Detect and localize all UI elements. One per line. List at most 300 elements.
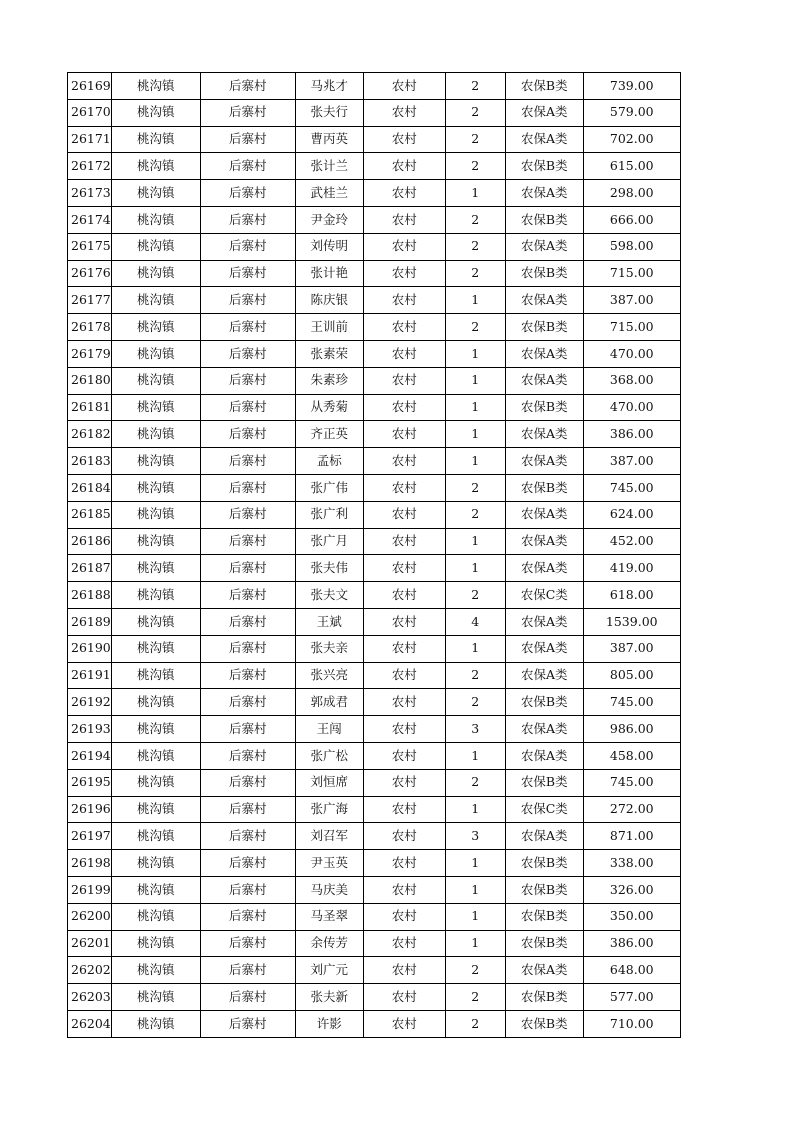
amount-cell: 387.00 xyxy=(583,635,680,662)
village-cell: 后寨村 xyxy=(200,635,295,662)
table-row xyxy=(68,126,681,153)
amount-cell: 745.00 xyxy=(583,474,680,501)
amount-cell: 710.00 xyxy=(583,1010,680,1037)
area-type-cell: 农村 xyxy=(363,689,445,716)
area-type-cell: 农村 xyxy=(363,314,445,341)
household-count-cell: 2 xyxy=(445,1010,505,1037)
record-id-cell: 26187 xyxy=(68,555,112,582)
name-cell: 齐正英 xyxy=(295,421,363,448)
table-row xyxy=(68,930,681,957)
name-cell: 余传芳 xyxy=(295,930,363,957)
table-row xyxy=(68,555,681,582)
amount-cell: 387.00 xyxy=(583,448,680,475)
amount-cell: 350.00 xyxy=(583,903,680,930)
name-cell: 刘恒席 xyxy=(295,769,363,796)
category-cell: 农保B类 xyxy=(505,903,583,930)
name-cell: 张计艳 xyxy=(295,260,363,287)
table-row xyxy=(68,528,681,555)
town-cell: 桃沟镇 xyxy=(111,582,200,609)
record-id-cell: 26175 xyxy=(68,233,112,260)
household-count-cell: 1 xyxy=(445,340,505,367)
record-id-cell: 26195 xyxy=(68,769,112,796)
town-cell: 桃沟镇 xyxy=(111,501,200,528)
area-type-cell: 农村 xyxy=(363,126,445,153)
village-cell: 后寨村 xyxy=(200,823,295,850)
category-cell: 农保C类 xyxy=(505,582,583,609)
household-count-cell: 1 xyxy=(445,742,505,769)
town-cell: 桃沟镇 xyxy=(111,796,200,823)
area-type-cell: 农村 xyxy=(363,367,445,394)
table-row xyxy=(68,742,681,769)
table-row xyxy=(68,180,681,207)
category-cell: 农保B类 xyxy=(505,474,583,501)
name-cell: 张兴亮 xyxy=(295,662,363,689)
amount-cell: 387.00 xyxy=(583,287,680,314)
household-count-cell: 3 xyxy=(445,716,505,743)
category-cell: 农保B类 xyxy=(505,850,583,877)
area-type-cell: 农村 xyxy=(363,421,445,448)
household-count-cell: 1 xyxy=(445,448,505,475)
table-row xyxy=(68,608,681,635)
amount-cell: 745.00 xyxy=(583,689,680,716)
name-cell: 马兆才 xyxy=(295,73,363,100)
village-cell: 后寨村 xyxy=(200,474,295,501)
name-cell: 张广月 xyxy=(295,528,363,555)
area-type-cell: 农村 xyxy=(363,501,445,528)
village-cell: 后寨村 xyxy=(200,689,295,716)
amount-cell: 666.00 xyxy=(583,206,680,233)
area-type-cell: 农村 xyxy=(363,823,445,850)
village-cell: 后寨村 xyxy=(200,421,295,448)
town-cell: 桃沟镇 xyxy=(111,957,200,984)
record-id-cell: 26202 xyxy=(68,957,112,984)
village-cell: 后寨村 xyxy=(200,260,295,287)
name-cell: 尹玉英 xyxy=(295,850,363,877)
category-cell: 农保A类 xyxy=(505,957,583,984)
record-id-cell: 26188 xyxy=(68,582,112,609)
area-type-cell: 农村 xyxy=(363,99,445,126)
record-id-cell: 26181 xyxy=(68,394,112,421)
table-row xyxy=(68,1010,681,1037)
category-cell: 农保B类 xyxy=(505,930,583,957)
name-cell: 朱素珍 xyxy=(295,367,363,394)
amount-cell: 470.00 xyxy=(583,340,680,367)
area-type-cell: 农村 xyxy=(363,233,445,260)
village-cell: 后寨村 xyxy=(200,126,295,153)
table-row xyxy=(68,769,681,796)
table-row xyxy=(68,957,681,984)
record-id-cell: 26180 xyxy=(68,367,112,394)
amount-cell: 739.00 xyxy=(583,73,680,100)
record-id-cell: 26174 xyxy=(68,206,112,233)
town-cell: 桃沟镇 xyxy=(111,260,200,287)
amount-cell: 338.00 xyxy=(583,850,680,877)
household-count-cell: 4 xyxy=(445,608,505,635)
category-cell: 农保B类 xyxy=(505,394,583,421)
household-count-cell: 2 xyxy=(445,984,505,1011)
area-type-cell: 农村 xyxy=(363,742,445,769)
area-type-cell: 农村 xyxy=(363,1010,445,1037)
village-cell: 后寨村 xyxy=(200,555,295,582)
area-type-cell: 农村 xyxy=(363,287,445,314)
village-cell: 后寨村 xyxy=(200,448,295,475)
name-cell: 刘召军 xyxy=(295,823,363,850)
household-count-cell: 2 xyxy=(445,501,505,528)
category-cell: 农保A类 xyxy=(505,501,583,528)
category-cell: 农保B类 xyxy=(505,984,583,1011)
household-count-cell: 1 xyxy=(445,367,505,394)
table-row xyxy=(68,662,681,689)
town-cell: 桃沟镇 xyxy=(111,126,200,153)
name-cell: 张夫亲 xyxy=(295,635,363,662)
town-cell: 桃沟镇 xyxy=(111,180,200,207)
area-type-cell: 农村 xyxy=(363,474,445,501)
area-type-cell: 农村 xyxy=(363,394,445,421)
table-row xyxy=(68,984,681,1011)
town-cell: 桃沟镇 xyxy=(111,903,200,930)
amount-cell: 648.00 xyxy=(583,957,680,984)
name-cell: 刘广元 xyxy=(295,957,363,984)
amount-cell: 298.00 xyxy=(583,180,680,207)
village-cell: 后寨村 xyxy=(200,153,295,180)
area-type-cell: 农村 xyxy=(363,153,445,180)
village-cell: 后寨村 xyxy=(200,716,295,743)
category-cell: 农保A类 xyxy=(505,662,583,689)
name-cell: 张夫新 xyxy=(295,984,363,1011)
table-row xyxy=(68,582,681,609)
town-cell: 桃沟镇 xyxy=(111,608,200,635)
amount-cell: 272.00 xyxy=(583,796,680,823)
record-id-cell: 26172 xyxy=(68,153,112,180)
table-row xyxy=(68,823,681,850)
amount-cell: 458.00 xyxy=(583,742,680,769)
amount-cell: 745.00 xyxy=(583,769,680,796)
name-cell: 马庆美 xyxy=(295,876,363,903)
village-cell: 后寨村 xyxy=(200,73,295,100)
amount-cell: 702.00 xyxy=(583,126,680,153)
record-id-cell: 26178 xyxy=(68,314,112,341)
area-type-cell: 农村 xyxy=(363,903,445,930)
household-count-cell: 1 xyxy=(445,421,505,448)
table-row xyxy=(68,153,681,180)
name-cell: 张广松 xyxy=(295,742,363,769)
town-cell: 桃沟镇 xyxy=(111,716,200,743)
amount-cell: 598.00 xyxy=(583,233,680,260)
amount-cell: 386.00 xyxy=(583,930,680,957)
town-cell: 桃沟镇 xyxy=(111,206,200,233)
name-cell: 孟标 xyxy=(295,448,363,475)
category-cell: 农保B类 xyxy=(505,73,583,100)
amount-cell: 452.00 xyxy=(583,528,680,555)
village-cell: 后寨村 xyxy=(200,233,295,260)
record-id-cell: 26183 xyxy=(68,448,112,475)
name-cell: 陈庆银 xyxy=(295,287,363,314)
name-cell: 刘传明 xyxy=(295,233,363,260)
record-id-cell: 26184 xyxy=(68,474,112,501)
record-id-cell: 26199 xyxy=(68,876,112,903)
household-count-cell: 2 xyxy=(445,73,505,100)
household-count-cell: 1 xyxy=(445,287,505,314)
amount-cell: 470.00 xyxy=(583,394,680,421)
village-cell: 后寨村 xyxy=(200,957,295,984)
name-cell: 张夫文 xyxy=(295,582,363,609)
village-cell: 后寨村 xyxy=(200,742,295,769)
name-cell: 张夫行 xyxy=(295,99,363,126)
name-cell: 王训前 xyxy=(295,314,363,341)
town-cell: 桃沟镇 xyxy=(111,233,200,260)
table-row xyxy=(68,206,681,233)
table-row xyxy=(68,260,681,287)
village-cell: 后寨村 xyxy=(200,367,295,394)
town-cell: 桃沟镇 xyxy=(111,555,200,582)
record-id-cell: 26191 xyxy=(68,662,112,689)
household-count-cell: 2 xyxy=(445,260,505,287)
table-row xyxy=(68,903,681,930)
town-cell: 桃沟镇 xyxy=(111,850,200,877)
category-cell: 农保A类 xyxy=(505,716,583,743)
record-id-cell: 26171 xyxy=(68,126,112,153)
name-cell: 武桂兰 xyxy=(295,180,363,207)
area-type-cell: 农村 xyxy=(363,448,445,475)
record-id-cell: 26177 xyxy=(68,287,112,314)
town-cell: 桃沟镇 xyxy=(111,448,200,475)
table-row xyxy=(68,796,681,823)
town-cell: 桃沟镇 xyxy=(111,421,200,448)
town-cell: 桃沟镇 xyxy=(111,876,200,903)
record-id-cell: 26192 xyxy=(68,689,112,716)
name-cell: 张广利 xyxy=(295,501,363,528)
category-cell: 农保A类 xyxy=(505,340,583,367)
area-type-cell: 农村 xyxy=(363,876,445,903)
town-cell: 桃沟镇 xyxy=(111,314,200,341)
record-id-cell: 26185 xyxy=(68,501,112,528)
name-cell: 尹金玲 xyxy=(295,206,363,233)
area-type-cell: 农村 xyxy=(363,260,445,287)
name-cell: 张计兰 xyxy=(295,153,363,180)
record-id-cell: 26200 xyxy=(68,903,112,930)
village-cell: 后寨村 xyxy=(200,796,295,823)
village-cell: 后寨村 xyxy=(200,850,295,877)
table-row xyxy=(68,850,681,877)
category-cell: 农保A类 xyxy=(505,635,583,662)
area-type-cell: 农村 xyxy=(363,957,445,984)
table-row xyxy=(68,716,681,743)
category-cell: 农保A类 xyxy=(505,126,583,153)
category-cell: 农保A类 xyxy=(505,180,583,207)
category-cell: 农保A类 xyxy=(505,528,583,555)
amount-cell: 579.00 xyxy=(583,99,680,126)
amount-cell: 615.00 xyxy=(583,153,680,180)
category-cell: 农保B类 xyxy=(505,206,583,233)
record-id-cell: 26197 xyxy=(68,823,112,850)
area-type-cell: 农村 xyxy=(363,930,445,957)
village-cell: 后寨村 xyxy=(200,501,295,528)
household-count-cell: 1 xyxy=(445,528,505,555)
table-row xyxy=(68,421,681,448)
household-count-cell: 2 xyxy=(445,582,505,609)
area-type-cell: 农村 xyxy=(363,769,445,796)
amount-cell: 419.00 xyxy=(583,555,680,582)
household-count-cell: 1 xyxy=(445,903,505,930)
name-cell: 王闯 xyxy=(295,716,363,743)
area-type-cell: 农村 xyxy=(363,850,445,877)
amount-cell: 805.00 xyxy=(583,662,680,689)
town-cell: 桃沟镇 xyxy=(111,474,200,501)
record-id-cell: 26193 xyxy=(68,716,112,743)
village-cell: 后寨村 xyxy=(200,876,295,903)
category-cell: 农保A类 xyxy=(505,233,583,260)
household-count-cell: 1 xyxy=(445,635,505,662)
household-count-cell: 2 xyxy=(445,314,505,341)
town-cell: 桃沟镇 xyxy=(111,930,200,957)
area-type-cell: 农村 xyxy=(363,180,445,207)
category-cell: 农保A类 xyxy=(505,742,583,769)
town-cell: 桃沟镇 xyxy=(111,1010,200,1037)
town-cell: 桃沟镇 xyxy=(111,367,200,394)
category-cell: 农保A类 xyxy=(505,287,583,314)
town-cell: 桃沟镇 xyxy=(111,340,200,367)
village-cell: 后寨村 xyxy=(200,99,295,126)
name-cell: 从秀菊 xyxy=(295,394,363,421)
name-cell: 张广伟 xyxy=(295,474,363,501)
record-id-cell: 26186 xyxy=(68,528,112,555)
amount-cell: 986.00 xyxy=(583,716,680,743)
name-cell: 张夫伟 xyxy=(295,555,363,582)
table-row xyxy=(68,367,681,394)
town-cell: 桃沟镇 xyxy=(111,394,200,421)
category-cell: 农保A类 xyxy=(505,448,583,475)
household-count-cell: 1 xyxy=(445,394,505,421)
name-cell: 郭成君 xyxy=(295,689,363,716)
household-count-cell: 1 xyxy=(445,876,505,903)
village-cell: 后寨村 xyxy=(200,1010,295,1037)
area-type-cell: 农村 xyxy=(363,73,445,100)
area-type-cell: 农村 xyxy=(363,608,445,635)
household-count-cell: 2 xyxy=(445,233,505,260)
table-row xyxy=(68,73,681,100)
name-cell: 马圣翠 xyxy=(295,903,363,930)
household-count-cell: 1 xyxy=(445,555,505,582)
village-cell: 后寨村 xyxy=(200,180,295,207)
record-id-cell: 26196 xyxy=(68,796,112,823)
table-row xyxy=(68,394,681,421)
category-cell: 农保A类 xyxy=(505,367,583,394)
town-cell: 桃沟镇 xyxy=(111,769,200,796)
household-count-cell: 2 xyxy=(445,99,505,126)
amount-cell: 326.00 xyxy=(583,876,680,903)
name-cell: 曹丙英 xyxy=(295,126,363,153)
town-cell: 桃沟镇 xyxy=(111,528,200,555)
village-cell: 后寨村 xyxy=(200,287,295,314)
town-cell: 桃沟镇 xyxy=(111,742,200,769)
table-row xyxy=(68,99,681,126)
table-row xyxy=(68,474,681,501)
area-type-cell: 农村 xyxy=(363,796,445,823)
table-row xyxy=(68,448,681,475)
table-row xyxy=(68,635,681,662)
category-cell: 农保C类 xyxy=(505,796,583,823)
name-cell: 许影 xyxy=(295,1010,363,1037)
village-cell: 后寨村 xyxy=(200,608,295,635)
household-count-cell: 2 xyxy=(445,206,505,233)
household-count-cell: 2 xyxy=(445,662,505,689)
household-count-cell: 2 xyxy=(445,126,505,153)
record-id-cell: 26173 xyxy=(68,180,112,207)
village-cell: 后寨村 xyxy=(200,314,295,341)
town-cell: 桃沟镇 xyxy=(111,689,200,716)
village-cell: 后寨村 xyxy=(200,394,295,421)
table-row xyxy=(68,233,681,260)
household-count-cell: 2 xyxy=(445,474,505,501)
town-cell: 桃沟镇 xyxy=(111,73,200,100)
record-id-cell: 26176 xyxy=(68,260,112,287)
household-count-cell: 1 xyxy=(445,930,505,957)
area-type-cell: 农村 xyxy=(363,984,445,1011)
category-cell: 农保B类 xyxy=(505,153,583,180)
town-cell: 桃沟镇 xyxy=(111,99,200,126)
household-count-cell: 3 xyxy=(445,823,505,850)
household-count-cell: 1 xyxy=(445,180,505,207)
amount-cell: 618.00 xyxy=(583,582,680,609)
household-count-cell: 2 xyxy=(445,957,505,984)
village-cell: 后寨村 xyxy=(200,930,295,957)
village-cell: 后寨村 xyxy=(200,582,295,609)
category-cell: 农保B类 xyxy=(505,260,583,287)
record-id-cell: 26169 xyxy=(68,73,112,100)
amount-cell: 386.00 xyxy=(583,421,680,448)
data-table xyxy=(67,72,681,1038)
household-count-cell: 2 xyxy=(445,153,505,180)
table-row xyxy=(68,689,681,716)
name-cell: 王斌 xyxy=(295,608,363,635)
village-cell: 后寨村 xyxy=(200,769,295,796)
record-id-cell: 26198 xyxy=(68,850,112,877)
record-id-cell: 26170 xyxy=(68,99,112,126)
category-cell: 农保B类 xyxy=(505,1010,583,1037)
record-id-cell: 26182 xyxy=(68,421,112,448)
area-type-cell: 农村 xyxy=(363,635,445,662)
area-type-cell: 农村 xyxy=(363,555,445,582)
area-type-cell: 农村 xyxy=(363,206,445,233)
record-id-cell: 26190 xyxy=(68,635,112,662)
record-id-cell: 26189 xyxy=(68,608,112,635)
town-cell: 桃沟镇 xyxy=(111,287,200,314)
category-cell: 农保A类 xyxy=(505,421,583,448)
category-cell: 农保B类 xyxy=(505,876,583,903)
village-cell: 后寨村 xyxy=(200,528,295,555)
area-type-cell: 农村 xyxy=(363,662,445,689)
area-type-cell: 农村 xyxy=(363,582,445,609)
village-cell: 后寨村 xyxy=(200,903,295,930)
record-id-cell: 26203 xyxy=(68,984,112,1011)
table-row xyxy=(68,501,681,528)
area-type-cell: 农村 xyxy=(363,340,445,367)
table-row xyxy=(68,340,681,367)
category-cell: 农保A类 xyxy=(505,608,583,635)
town-cell: 桃沟镇 xyxy=(111,823,200,850)
village-cell: 后寨村 xyxy=(200,340,295,367)
amount-cell: 624.00 xyxy=(583,501,680,528)
category-cell: 农保B类 xyxy=(505,769,583,796)
amount-cell: 715.00 xyxy=(583,260,680,287)
village-cell: 后寨村 xyxy=(200,206,295,233)
category-cell: 农保A类 xyxy=(505,555,583,582)
village-cell: 后寨村 xyxy=(200,984,295,1011)
household-count-cell: 1 xyxy=(445,850,505,877)
amount-cell: 1539.00 xyxy=(583,608,680,635)
category-cell: 农保B类 xyxy=(505,689,583,716)
village-cell: 后寨村 xyxy=(200,662,295,689)
